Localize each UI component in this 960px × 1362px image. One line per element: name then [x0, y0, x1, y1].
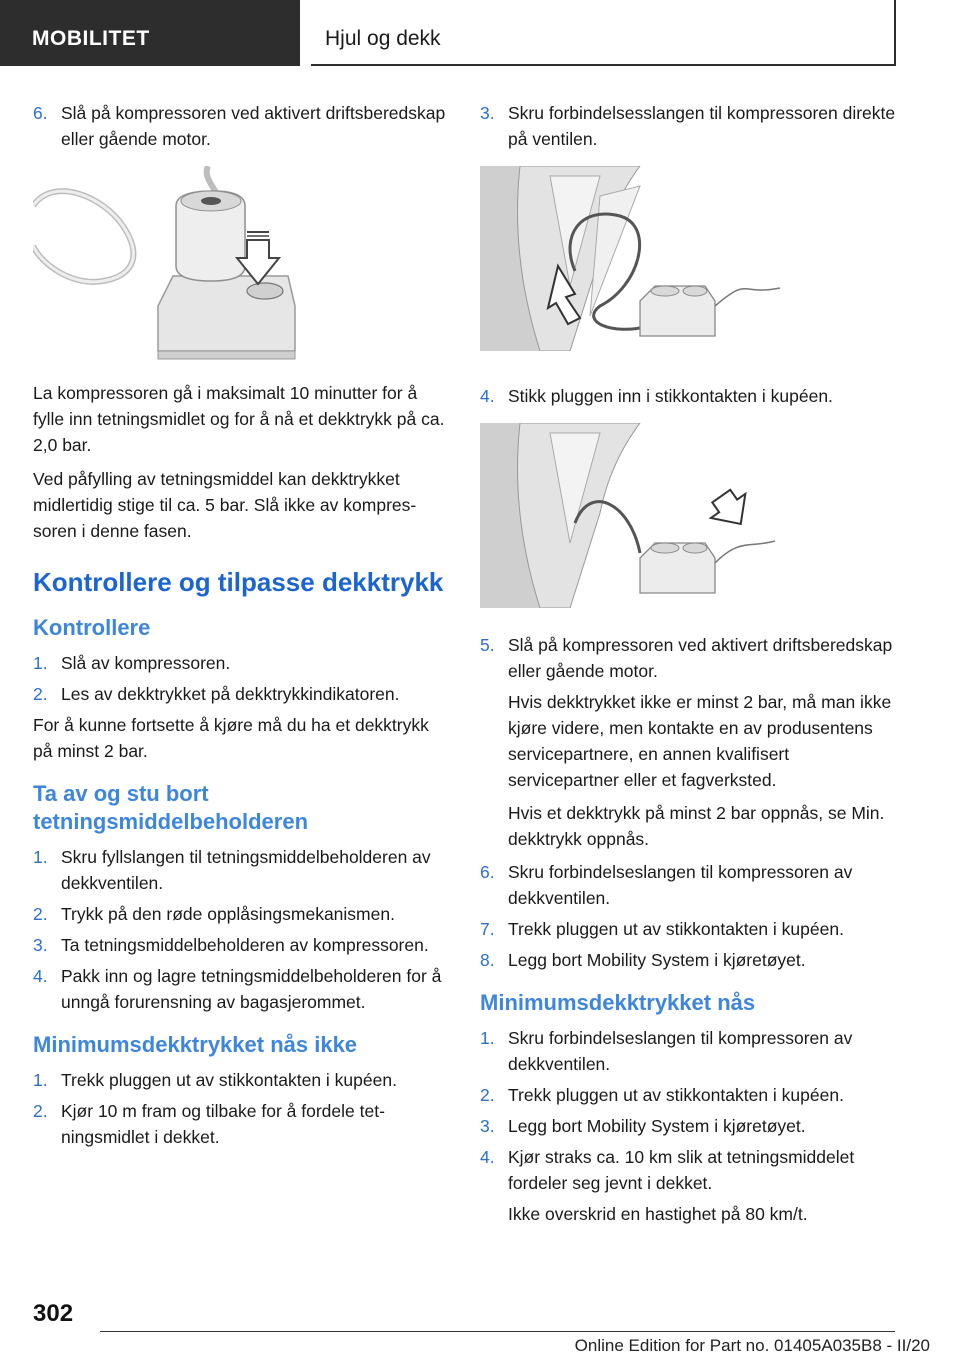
heading-min-not-reached: Minimumsdekktrykket nås ikke [33, 1032, 358, 1057]
right-column [480, 100, 898, 1234]
step-text: Skru forbindelsesslangen til kompressoren direkte på ventilen. [508, 103, 896, 149]
page-header [0, 0, 960, 66]
step-item [480, 1025, 898, 1077]
compressor-illustration [33, 166, 451, 366]
step-item [33, 963, 451, 1015]
step-item [480, 100, 898, 152]
left-column [33, 100, 451, 1155]
paragraph: La kompressoren gå i maksimalt 10 minutter for å fylle inn tetningsmidlet og for å nå et dekktrykk på ca. 2,0 bar. [33, 383, 445, 455]
step-number: 3. [33, 935, 48, 955]
heading-check: Kontrollere [33, 615, 151, 640]
edition-text: Online Edition for Part no. 01405A035B8 - II/20 [574, 1336, 930, 1355]
step-number: 2. [33, 904, 48, 924]
step-number: 1. [480, 1028, 495, 1048]
step-number: 7. [480, 919, 495, 939]
step-number: 3. [480, 103, 495, 123]
step-number: 1. [33, 847, 48, 867]
step-number: 2. [33, 1101, 48, 1121]
step-item [480, 1144, 898, 1196]
step-number: 2. [480, 1085, 495, 1105]
compressor-figure [33, 166, 451, 366]
step-number: 3. [480, 1116, 495, 1136]
step-subtext: Ikke overskrid en hastighet på 80 km/t. [508, 1204, 808, 1224]
step-text: Slå av kompressoren. [61, 653, 231, 673]
step-item [480, 383, 898, 409]
step-item [33, 100, 451, 152]
step-text: Ta tetningsmiddelbeholderen av kompressoren. [61, 935, 429, 955]
step-text: Les av dekktrykket på dekktrykkindikatoren. [61, 684, 400, 704]
step-item [480, 859, 898, 911]
hose-valve-figure [480, 166, 898, 351]
step-text: Trykk på den røde opplåsingsmekanismen. [61, 904, 395, 924]
step-item [33, 650, 451, 676]
step-number: 4. [480, 386, 495, 406]
step-number: 4. [480, 1147, 495, 1167]
step-text: Skru forbindelseslangen til kompressoren av dekkventilen. [508, 862, 853, 908]
paragraph: Ved påfylling av tetningsmiddel kan dekktrykket midlertidig stige til ca. 5 bar. Slå ikke av kompressoren i denne fasen. [33, 469, 417, 541]
step-text: Slå på kompressoren ved aktivert driftsberedskap eller gående motor. [61, 103, 446, 149]
step-item [480, 916, 898, 942]
step-item [480, 947, 898, 973]
heading-remove: Ta av og stu bort tetningsmiddelbeholderen [33, 781, 309, 834]
step-item [33, 1067, 451, 1093]
section-tab: MOBILITET [0, 0, 300, 66]
step-item [33, 1098, 451, 1150]
footer-divider [100, 1331, 895, 1332]
step-text: Trekk pluggen ut av stikkontakten i kupéen. [508, 919, 844, 939]
step-item [480, 1113, 898, 1139]
step-number: 4. [33, 966, 48, 986]
step-text: Trekk pluggen ut av stikkontakten i kupéen. [508, 1085, 844, 1105]
step-item [480, 632, 898, 684]
paragraph: For å kunne fortsette å kjøre må du ha et dekktrykk på minst 2 bar. [33, 715, 429, 761]
step-subtext: Hvis dekktrykket ikke er minst 2 bar, må man ikke kjøre videre, men kontakte en av produsentens servicepartnere, en annen kvalifisert servicepartner eller et fagverksted. [508, 692, 892, 790]
step-text: Skru fyllslangen til tetningsmiddelbeholderen av dekkventilen. [61, 847, 431, 893]
step-number: 1. [33, 653, 48, 673]
step-text: Skru forbindelseslangen til kompressoren av dekkventilen. [508, 1028, 853, 1074]
step-text: Legg bort Mobility System i kjøretøyet. [508, 1116, 806, 1136]
step-text: Kjør straks ca. 10 km slik at tetningsmiddelet fordeler seg jevnt i dekket. [508, 1147, 855, 1193]
heading-min-reached: Minimumsdekktrykket nås [480, 990, 756, 1015]
step-text: Slå på kompressoren ved aktivert driftsberedskap eller gående motor. [508, 635, 893, 681]
step-subtext: Hvis et dekktrykk på minst 2 bar oppnås, se Min. dekktrykk oppnås. [508, 803, 885, 849]
step-number: 1. [33, 1070, 48, 1090]
step-text: Pakk inn og lagre tetningsmiddelbeholderen for å unngå forurensning av bagasjerommet. [61, 966, 442, 1012]
step-number: 5. [480, 635, 495, 655]
page-number: 302 [33, 1300, 74, 1327]
step-item [480, 1082, 898, 1108]
plug-socket-illustration [480, 423, 898, 608]
hose-valve-illustration [480, 166, 898, 351]
step-text: Stikk pluggen inn i stikkontakten i kupéen. [508, 386, 833, 406]
step-item [33, 901, 451, 927]
step-number: 2. [33, 684, 48, 704]
step-number: 6. [33, 103, 48, 123]
heading-check-adjust: Kontrollere og tilpasse dekktrykk [33, 567, 444, 597]
step-number: 8. [480, 950, 495, 970]
step-item [33, 932, 451, 958]
step-text: Trekk pluggen ut av stikkontakten i kupéen. [61, 1070, 397, 1090]
topic-title: Hjul og dekk [311, 0, 896, 66]
plug-socket-figure [480, 423, 898, 608]
step-text: Kjør 10 m fram og tilbake for å fordele tetningsmidlet i dekket. [61, 1101, 385, 1147]
step-item [33, 844, 451, 896]
step-text: Legg bort Mobility System i kjøretøyet. [508, 950, 806, 970]
step-number: 6. [480, 862, 495, 882]
step-item [33, 681, 451, 707]
